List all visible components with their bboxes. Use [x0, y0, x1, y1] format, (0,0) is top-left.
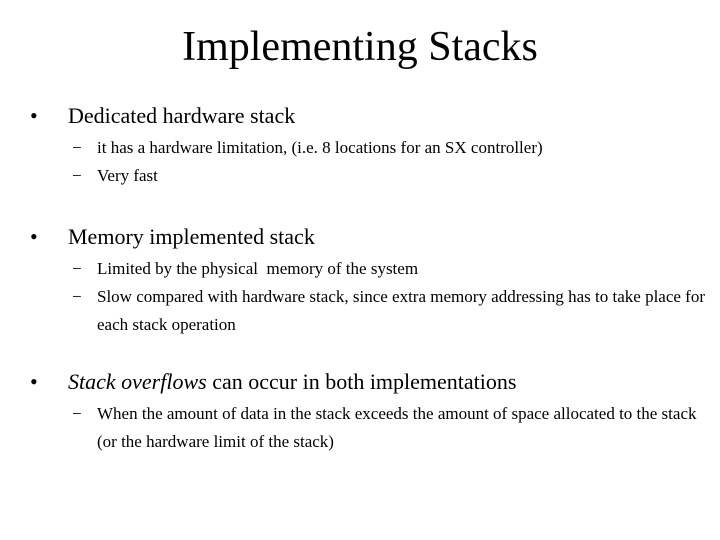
bullet-emphasis: Stack overflows [68, 369, 207, 394]
bullet-glyph: • [30, 369, 38, 394]
subitem-text: Limited by the physical memory of the system [97, 259, 419, 278]
bullet-dedicated-hardware-stack [28, 102, 708, 130]
dash-glyph: − [72, 166, 82, 185]
subitem-very-fast [72, 162, 712, 190]
subitem-text: Very fast [97, 166, 158, 185]
subitem-slow-compared [72, 283, 712, 339]
subitem-limited-by-memory [72, 255, 712, 283]
dash-glyph: − [72, 287, 82, 306]
bullet-text: Memory implemented stack [68, 224, 315, 249]
subitem-hardware-limitation [72, 134, 712, 162]
dash-glyph: − [72, 259, 82, 278]
bullet-text: can occur in both implementations [206, 369, 517, 394]
dash-glyph: − [72, 138, 82, 157]
bullet-glyph: • [30, 224, 38, 249]
slide-title: Implementing Stacks [182, 24, 538, 70]
bullet-memory-implemented-stack [28, 223, 708, 251]
bullet-stack-overflows [28, 368, 708, 396]
subitem-overflow-definition [72, 400, 712, 456]
subitem-text: When the amount of data in the stack exceeds the amount of space allocated to the stack (or the hardware limit of the stack) [97, 404, 697, 451]
subitem-text: Slow compared with hardware stack, since extra memory addressing has to take place for each stack operation [97, 287, 706, 334]
bullet-glyph: • [30, 103, 38, 128]
subitem-text: it has a hardware limitation, (i.e. 8 locations for an SX controller) [97, 138, 543, 157]
dash-glyph: − [72, 404, 82, 423]
bullet-text: Dedicated hardware stack [68, 103, 296, 128]
